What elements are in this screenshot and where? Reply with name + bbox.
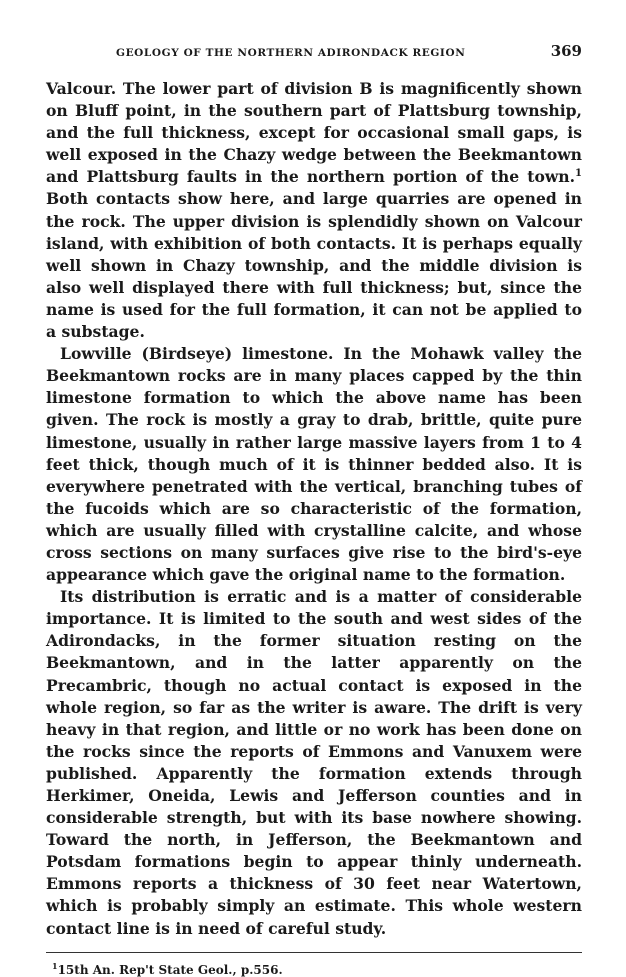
footnote: [46, 961, 582, 977]
running-title: GEOLOGY OF THE NORTHERN ADIRONDACK REGION: [116, 47, 466, 59]
paragraph-text: In the Mohawk valley the Beekmantown rocks are in many places capped by the thin limestone formation to which the above name has been given. The rock is mostly a gray to drab, brittle, quite pure limestone, usually in rather large massive layers from 1 to 4 feet thick, though much of it is thinner bedded also. It is everywhere penetrated with the vertical, branching tubes of the fucoids which are so characteristic of the formation, which are usually filled with crystalline calcite, and whose cross sections on many surfaces give rise to the bird's-eye appearance which gave the original name to the formation.: [46, 344, 582, 585]
section-heading-lowville: Lowville (Birdseye) limestone.: [60, 344, 334, 364]
running-head: [46, 42, 582, 72]
footnote-mark: 1: [52, 960, 58, 971]
footnote-reference: 1: [575, 168, 582, 180]
body-text: [46, 78, 582, 940]
paragraph-lowville: [46, 343, 582, 586]
paragraph-text: Valcour. The lower part of division B is magnificently shown on Bluff point, in the southern part of Plattsburg township, and the full thickness, except for occasional small gaps, is well exposed in the Chazy wedge between the Beekmantown and Plattsburg faults in the northern portion of the town.: [46, 79, 582, 187]
page-number: 369: [550, 42, 582, 60]
paragraph-distribution: [46, 586, 582, 940]
paragraph-text: Its distribution is erratic and is a matter of considerable importance. It is limited to the south and west sides of the Adirondacks, in the former situation resting on the Beekmantown, and in the latter apparently on the Precambric, though no actual contact is exposed in the whole region, so far as the writer is aware. The drift is very heavy in that region, and little or no work has been done on the rocks since the reports of Emmons and Vanuxem were published. Apparently the formation extends through Herkimer, Oneida, Lewis and Jefferson counties and in considerable strength, but with its base nowhere showing. Toward the north, in Jefferson, the Beekmantown and Potsdam formations begin to appear thinly underneath. Emmons reports a thickness of 30 feet near Watertown, which is probably simply an estimate. This whole western contact line is in need of careful study.: [46, 587, 582, 938]
paragraph-valcour: [46, 78, 582, 343]
footnote-text: 15th An. Rep't State Geol., p.556.: [57, 962, 283, 977]
paragraph-text-continued: Both contacts show here, and large quarries are opened in the rock. The upper division is splendidly shown on Valcour island, with exhibition of both contacts. It is perhaps equally well shown in Chazy township, and the middle division is also well displayed there with full thickness; but, since the name is used for the full formation, it can not be applied to a substage.: [46, 189, 582, 342]
footnote-divider: [46, 952, 582, 953]
